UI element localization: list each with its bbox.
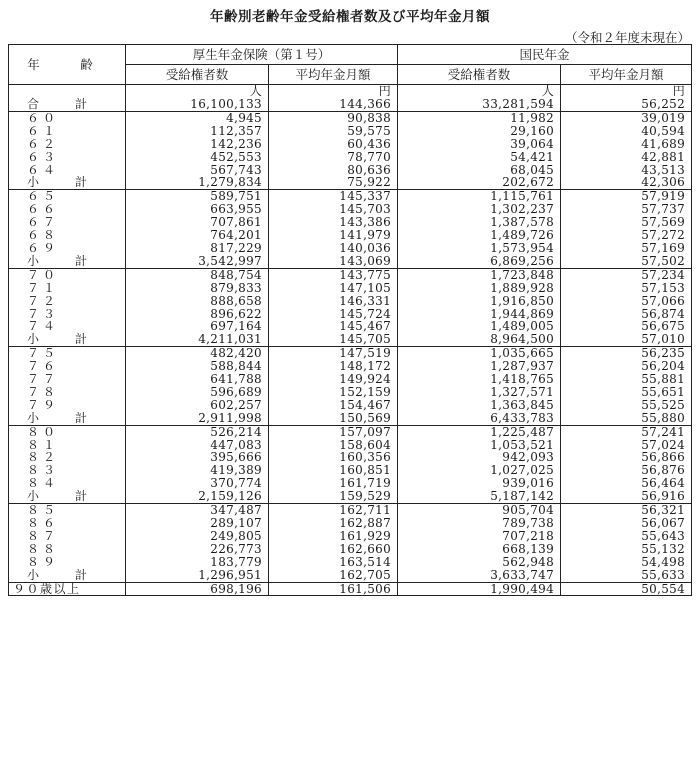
kosei-count: 4,945 bbox=[126, 111, 269, 124]
table-row bbox=[9, 347, 692, 360]
row-label: 小 計 bbox=[27, 410, 100, 425]
kokumin-avg: 56,874 bbox=[561, 308, 692, 321]
subtotal-row bbox=[9, 333, 692, 346]
kosei-avg: 59,575 bbox=[269, 125, 398, 138]
kokumin-count: 54,421 bbox=[398, 151, 561, 164]
kokumin-avg: 56,235 bbox=[561, 347, 692, 360]
row-label: ７０ bbox=[9, 268, 126, 281]
kosei-avg: 78,770 bbox=[269, 151, 398, 164]
kosei-avg: 163,514 bbox=[269, 556, 398, 569]
kosei-count: 641,788 bbox=[126, 373, 269, 386]
kokumin-count: 33,281,594 bbox=[398, 98, 561, 111]
kosei-count: 16,100,133 bbox=[126, 98, 269, 111]
kosei-avg: 141,979 bbox=[269, 229, 398, 242]
kosei-count: 370,774 bbox=[126, 477, 269, 490]
kokumin-avg: 55,633 bbox=[561, 569, 692, 582]
table-row bbox=[9, 190, 692, 203]
kokumin-count: 1,916,850 bbox=[398, 295, 561, 308]
kokumin-header: 国民年金 bbox=[398, 45, 692, 65]
kokumin-avg: 57,169 bbox=[561, 242, 692, 255]
kokumin-avg: 57,066 bbox=[561, 295, 692, 308]
kokumin-count: 1,387,578 bbox=[398, 216, 561, 229]
kosei-count: 3,542,997 bbox=[126, 255, 269, 268]
kokumin-count: 939,016 bbox=[398, 477, 561, 490]
subtotal-row bbox=[9, 569, 692, 582]
kosei-avg: 143,775 bbox=[269, 268, 398, 281]
kosei-count: 289,107 bbox=[126, 517, 269, 530]
kosei-avg: 145,337 bbox=[269, 190, 398, 203]
kosei-count: 663,955 bbox=[126, 203, 269, 216]
kosei-count: 526,214 bbox=[126, 425, 269, 438]
kosei-count: 452,553 bbox=[126, 151, 269, 164]
row-label: ６７ bbox=[27, 215, 60, 230]
kosei-count: 482,420 bbox=[126, 347, 269, 360]
table-row bbox=[9, 504, 692, 517]
over90-row bbox=[9, 582, 692, 596]
kosei-avg: 143,386 bbox=[269, 216, 398, 229]
kosei-avg: 160,356 bbox=[269, 451, 398, 464]
row-label: ７６ bbox=[27, 359, 60, 374]
kokumin-count: 668,139 bbox=[398, 543, 561, 556]
kosei-avg: 152,159 bbox=[269, 386, 398, 399]
kokumin-avg: 56,204 bbox=[561, 360, 692, 373]
row-label: ９０歳以上 bbox=[9, 582, 126, 596]
table-row bbox=[9, 386, 692, 399]
kokumin-count: 789,738 bbox=[398, 517, 561, 530]
kokumin-avg: 41,689 bbox=[561, 138, 692, 151]
row-label: ８０ bbox=[9, 425, 126, 438]
table-row bbox=[9, 425, 692, 438]
row-label: 小 計 bbox=[27, 489, 100, 504]
kokumin-count: 1,363,845 bbox=[398, 399, 561, 412]
table-row bbox=[9, 295, 692, 308]
row-label: ８７ bbox=[27, 528, 60, 543]
kokumin-count: 1,889,928 bbox=[398, 282, 561, 295]
subtotal-row bbox=[9, 176, 692, 189]
kokumin-count: 1,327,571 bbox=[398, 386, 561, 399]
kokumin-avg: 56,321 bbox=[561, 504, 692, 517]
kokumin-avg: 56,866 bbox=[561, 451, 692, 464]
kosei-count: 419,389 bbox=[126, 464, 269, 477]
kosei-avg: 140,036 bbox=[269, 242, 398, 255]
kokumin-avg: 57,502 bbox=[561, 255, 692, 268]
kosei-avg: 162,887 bbox=[269, 517, 398, 530]
subtotal-row bbox=[9, 255, 692, 268]
table-row bbox=[9, 111, 692, 124]
kokumin-count-header: 受給権者数 bbox=[398, 65, 561, 85]
kokumin-count: 39,064 bbox=[398, 138, 561, 151]
kosei-count: 817,229 bbox=[126, 242, 269, 255]
kosei-count: 226,773 bbox=[126, 543, 269, 556]
kokumin-avg: 55,881 bbox=[561, 373, 692, 386]
unit-row bbox=[9, 85, 692, 99]
as-of-note: （令和２年度末現在） bbox=[564, 30, 690, 45]
kosei-count: 567,743 bbox=[126, 164, 269, 177]
kokumin-count: 562,948 bbox=[398, 556, 561, 569]
kokumin-count: 1,035,665 bbox=[398, 347, 561, 360]
table-row bbox=[9, 373, 692, 386]
row-label: ７２ bbox=[27, 293, 60, 308]
table-row bbox=[9, 138, 692, 151]
subtotal-row bbox=[9, 412, 692, 425]
table-row bbox=[9, 556, 692, 569]
row-label: ７８ bbox=[27, 384, 60, 399]
kosei-avg: 157,097 bbox=[269, 425, 398, 438]
kokumin-avg: 56,675 bbox=[561, 320, 692, 333]
row-label: ６６ bbox=[27, 202, 60, 217]
kokumin-count: 905,704 bbox=[398, 504, 561, 517]
kokumin-count: 3,633,747 bbox=[398, 569, 561, 582]
kokumin-avg: 57,010 bbox=[561, 333, 692, 346]
table-row bbox=[9, 399, 692, 412]
row-label: ８４ bbox=[27, 476, 60, 491]
kosei-count: 249,805 bbox=[126, 530, 269, 543]
row-label: ８１ bbox=[27, 437, 60, 452]
kosei-avg: 161,719 bbox=[269, 477, 398, 490]
kosei-avg: 162,711 bbox=[269, 504, 398, 517]
kosei-count: 395,666 bbox=[126, 451, 269, 464]
kosei-count: 596,689 bbox=[126, 386, 269, 399]
kosei-count: 602,257 bbox=[126, 399, 269, 412]
kosei-avg: 154,467 bbox=[269, 399, 398, 412]
kosei-avg: 147,105 bbox=[269, 282, 398, 295]
kokumin-count: 68,045 bbox=[398, 164, 561, 177]
kosei-count: 447,083 bbox=[126, 439, 269, 452]
kokumin-count: 1,115,761 bbox=[398, 190, 561, 203]
kokumin-avg: 56,916 bbox=[561, 490, 692, 503]
kosei-count: 1,296,951 bbox=[126, 569, 269, 582]
row-label: ８９ bbox=[27, 554, 60, 569]
kosei-count: 2,911,998 bbox=[126, 412, 269, 425]
kokumin-count: 1,225,487 bbox=[398, 425, 561, 438]
row-label: ７４ bbox=[27, 319, 60, 334]
table-row bbox=[9, 543, 692, 556]
row-label: ６４ bbox=[27, 162, 60, 177]
kokumin-count: 29,160 bbox=[398, 125, 561, 138]
table-row bbox=[9, 268, 692, 281]
kokumin-avg: 57,737 bbox=[561, 203, 692, 216]
row-label: ８６ bbox=[27, 516, 60, 530]
row-label: ６８ bbox=[27, 228, 60, 243]
kosei-count: 589,751 bbox=[126, 190, 269, 203]
kosei-count: 142,236 bbox=[126, 138, 269, 151]
row-label: 小 計 bbox=[27, 567, 100, 582]
kosei-count: 112,357 bbox=[126, 125, 269, 138]
kokumin-avg: 55,525 bbox=[561, 399, 692, 412]
kokumin-count: 1,418,765 bbox=[398, 373, 561, 386]
kosei-count: 848,754 bbox=[126, 268, 269, 281]
table-row bbox=[9, 151, 692, 164]
kokumin-count: 6,869,256 bbox=[398, 255, 561, 268]
row-label: 小 計 bbox=[27, 175, 100, 190]
row-label: ８２ bbox=[27, 450, 60, 465]
kosei-avg: 80,636 bbox=[269, 164, 398, 177]
row-label: ７５ bbox=[9, 347, 126, 360]
unit-blank bbox=[9, 85, 126, 99]
kosei-avg: 145,703 bbox=[269, 203, 398, 216]
kokumin-avg: 55,880 bbox=[561, 412, 692, 425]
row-label: ６０ bbox=[9, 111, 126, 124]
kosei-avg: 162,705 bbox=[269, 569, 398, 582]
kokumin-avg: 57,272 bbox=[561, 229, 692, 242]
kokumin-avg: 57,234 bbox=[561, 268, 692, 281]
kosei-avg: 159,529 bbox=[269, 490, 398, 503]
table-row bbox=[9, 125, 692, 138]
kokumin-avg: 55,132 bbox=[561, 543, 692, 556]
row-label: ７９ bbox=[27, 397, 60, 412]
row-label: ６３ bbox=[27, 149, 60, 164]
kokumin-count: 1,302,237 bbox=[398, 203, 561, 216]
row-label: ６２ bbox=[27, 136, 60, 151]
kokumin-avg: 56,876 bbox=[561, 464, 692, 477]
kosei-avg: 143,069 bbox=[269, 255, 398, 268]
kosei-count: 1,279,834 bbox=[126, 176, 269, 189]
kokumin-count: 1,027,025 bbox=[398, 464, 561, 477]
kosei-avg: 161,929 bbox=[269, 530, 398, 543]
unit-person: 人 bbox=[126, 85, 269, 99]
table-body bbox=[9, 85, 692, 596]
kokumin-avg: 57,024 bbox=[561, 439, 692, 452]
kokumin-avg-header: 平均年金月額 bbox=[561, 65, 692, 85]
age-header: 年 齢 bbox=[27, 57, 107, 72]
kosei-count: 896,622 bbox=[126, 308, 269, 321]
kokumin-avg: 57,241 bbox=[561, 425, 692, 438]
kosei-avg: 150,569 bbox=[269, 412, 398, 425]
kosei-avg: 149,924 bbox=[269, 373, 398, 386]
kokumin-avg: 42,881 bbox=[561, 151, 692, 164]
kosei-count: 588,844 bbox=[126, 360, 269, 373]
row-label: ６９ bbox=[27, 240, 60, 255]
row-label: 小 計 bbox=[27, 253, 100, 268]
kokumin-count: 11,982 bbox=[398, 111, 561, 124]
table-row bbox=[9, 282, 692, 295]
kosei-avg: 145,724 bbox=[269, 308, 398, 321]
kosei-avg: 147,519 bbox=[269, 347, 398, 360]
row-label: 合 計 bbox=[27, 97, 100, 111]
kokumin-avg: 54,498 bbox=[561, 556, 692, 569]
header-row-1 bbox=[9, 45, 692, 65]
total-row bbox=[9, 98, 692, 111]
kosei-avg: 161,506 bbox=[269, 582, 398, 596]
row-label: ８５ bbox=[9, 504, 126, 517]
table-row bbox=[9, 242, 692, 255]
kosei-header: 厚生年金保険（第１号） bbox=[126, 45, 398, 65]
row-label: ７３ bbox=[27, 306, 60, 321]
kokumin-avg: 42,306 bbox=[561, 176, 692, 189]
kosei-avg: 60,436 bbox=[269, 138, 398, 151]
kosei-avg: 146,331 bbox=[269, 295, 398, 308]
kokumin-avg: 43,513 bbox=[561, 164, 692, 177]
kokumin-avg: 39,019 bbox=[561, 111, 692, 124]
row-label: ８８ bbox=[27, 541, 60, 556]
kokumin-count: 1,573,954 bbox=[398, 242, 561, 255]
kosei-count: 4,211,031 bbox=[126, 333, 269, 346]
kokumin-count: 202,672 bbox=[398, 176, 561, 189]
pension-table bbox=[8, 44, 692, 596]
kosei-avg: 148,172 bbox=[269, 360, 398, 373]
kokumin-count: 1,944,869 bbox=[398, 308, 561, 321]
kokumin-count: 6,433,783 bbox=[398, 412, 561, 425]
kokumin-count: 1,053,521 bbox=[398, 439, 561, 452]
table-row bbox=[9, 530, 692, 543]
unit-yen: 円 bbox=[269, 85, 398, 99]
kosei-count: 697,164 bbox=[126, 320, 269, 333]
kokumin-count: 5,187,142 bbox=[398, 490, 561, 503]
kosei-avg: 158,604 bbox=[269, 439, 398, 452]
kokumin-avg: 57,569 bbox=[561, 216, 692, 229]
kokumin-count: 1,489,726 bbox=[398, 229, 561, 242]
kokumin-count: 8,964,500 bbox=[398, 333, 561, 346]
kosei-count: 707,861 bbox=[126, 216, 269, 229]
row-label: ８３ bbox=[27, 463, 60, 478]
kosei-avg: 160,851 bbox=[269, 464, 398, 477]
kosei-count: 764,201 bbox=[126, 229, 269, 242]
row-label: ７７ bbox=[27, 372, 60, 387]
kosei-count: 347,487 bbox=[126, 504, 269, 517]
row-label: ６５ bbox=[9, 190, 126, 203]
kokumin-avg: 56,464 bbox=[561, 477, 692, 490]
kosei-avg-header: 平均年金月額 bbox=[269, 65, 398, 85]
unit-yen: 円 bbox=[561, 85, 692, 99]
kosei-avg: 144,366 bbox=[269, 98, 398, 111]
kokumin-avg: 55,643 bbox=[561, 530, 692, 543]
kokumin-avg: 50,554 bbox=[561, 582, 692, 596]
kokumin-avg: 57,919 bbox=[561, 190, 692, 203]
kosei-count: 2,159,126 bbox=[126, 490, 269, 503]
kokumin-count: 1,489,005 bbox=[398, 320, 561, 333]
kokumin-avg: 56,252 bbox=[561, 98, 692, 111]
kokumin-avg: 56,067 bbox=[561, 517, 692, 530]
kosei-count: 888,658 bbox=[126, 295, 269, 308]
kosei-count: 879,833 bbox=[126, 282, 269, 295]
kokumin-avg: 40,594 bbox=[561, 125, 692, 138]
subtotal-row bbox=[9, 490, 692, 503]
unit-person: 人 bbox=[398, 85, 561, 99]
kosei-count: 698,196 bbox=[126, 582, 269, 596]
kokumin-avg: 57,153 bbox=[561, 282, 692, 295]
row-label: ６１ bbox=[27, 123, 60, 138]
row-label: ７１ bbox=[27, 280, 60, 295]
row-label: 小 計 bbox=[27, 332, 100, 347]
page-title: 年齢別老齢年金受給権者数及び平均年金月額 bbox=[210, 9, 490, 25]
kosei-avg: 75,922 bbox=[269, 176, 398, 189]
kosei-avg: 90,838 bbox=[269, 111, 398, 124]
kosei-count-header: 受給権者数 bbox=[126, 65, 269, 85]
kosei-avg: 145,467 bbox=[269, 320, 398, 333]
kosei-avg: 145,705 bbox=[269, 333, 398, 346]
table-row bbox=[9, 517, 692, 530]
kokumin-avg: 55,651 bbox=[561, 386, 692, 399]
kokumin-count: 1,723,848 bbox=[398, 268, 561, 281]
kokumin-count: 942,093 bbox=[398, 451, 561, 464]
kosei-avg: 162,660 bbox=[269, 543, 398, 556]
kosei-count: 183,779 bbox=[126, 556, 269, 569]
kokumin-count: 707,218 bbox=[398, 530, 561, 543]
kokumin-count: 1,990,494 bbox=[398, 582, 561, 596]
kokumin-count: 1,287,937 bbox=[398, 360, 561, 373]
